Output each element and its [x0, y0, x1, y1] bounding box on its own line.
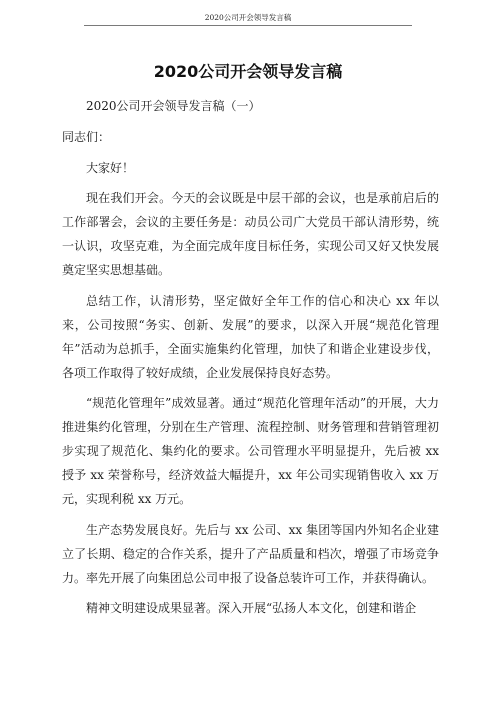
subtitle-paragraph: 2020公司开会领导发言稿（一） — [86, 99, 261, 113]
body-paragraph: 现在我们开会。今天的会议既是中层干部的会议，也是承前启后的工作部署会，会议的主要任务是：动员公司广大党员干部认清形势，统一认识，攻坚克难，为全面完成年度目标任务，实现公司又好又快发展奠定坚实思想基础。 — [62, 191, 439, 278]
body-paragraph: 精神文明建设成果显著。深入开展“弘扬人本文化，创建和谐企 — [86, 601, 417, 616]
document-body — [62, 95, 439, 621]
document-title: 2020公司开会领导发言稿 — [153, 62, 343, 81]
body-paragraph: 生产态势发展良好。先后与 xx 公司、xx 集团等国内外知名企业建立了长期、稳定的合作关系，提升了产品质量和档次，增强了市场竞争力。率先开展了向集团总公司申报了设备总装许可工作，并获得确认。 — [62, 522, 439, 585]
greeting-paragraph: 大家好！ — [86, 160, 135, 175]
salutation-paragraph: 同志们： — [62, 129, 111, 144]
running-header-title: 2020公司开会领导发言稿 — [204, 13, 292, 22]
body-paragraph: “规范化管理年”成效显著。通过“规范化管理年活动”的开展，大力推进集约化管理，分别在生产管理、流程控制、财务管理和营销管理初步实现了规范化、集约化的要求。公司管理水平明显提升，先后被 xx 授予 xx 荣誉称号，经济效益大幅提升，xx 年公司实现销售收入 xx 万元，实现利税 xx 万元。 — [62, 396, 439, 507]
body-paragraph: 总结工作，认清形势，坚定做好全年工作的信心和决心 xx 年以来，公司按照“务实、创新、发展”的要求，以深入开展“规范化管理年”活动为总抓手，全面实施集约化管理，加快了和谐企业建设步伐，各项工作取得了较好成绩，企业发展保持良好态势。 — [62, 293, 439, 380]
running-header — [84, 7, 412, 26]
